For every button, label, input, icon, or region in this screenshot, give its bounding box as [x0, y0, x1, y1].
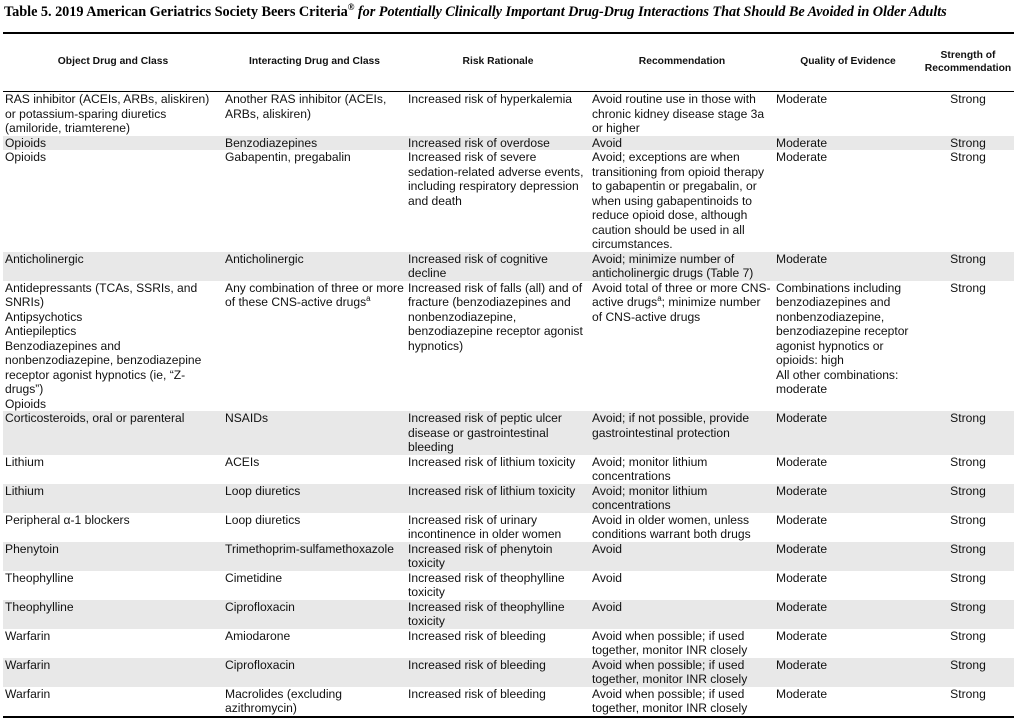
- risk-cell: Increased risk of urinary incontinence in older women: [408, 512, 562, 541]
- object-drug-cell: Warfarin: [5, 628, 51, 643]
- strength-cell: Strong: [950, 570, 986, 585]
- quality-cell: Moderate: [776, 512, 828, 527]
- quality-cell: Moderate: [776, 686, 828, 701]
- object-drug-cell: [3, 281, 223, 412]
- table-row: [3, 513, 1014, 542]
- risk-cell: Increased risk of lithium toxicity: [408, 483, 576, 498]
- table-row: [3, 252, 1014, 281]
- quality-cell: Moderate: [776, 135, 828, 150]
- recommendation-cell: Avoid routine use in those with chronic kidney disease stage 3a or higher: [592, 92, 765, 135]
- object-drug-cell: Phenytoin: [5, 541, 59, 556]
- quality-line: All other combinations: moderate: [776, 367, 899, 396]
- recommendation-cell: Avoid; minimize number of anticholinergic drugs (Table 7): [592, 251, 754, 280]
- caption-prefix: Table 5.: [4, 4, 52, 20]
- table-row: [3, 542, 1014, 571]
- table-row: [3, 484, 1014, 513]
- object-drug-cell: Lithium: [5, 454, 44, 469]
- registered-mark: ®: [347, 2, 355, 13]
- recommendation-cell: Avoid; monitor lithium concentrations: [592, 454, 708, 483]
- footnote-marker: a: [366, 293, 371, 303]
- risk-cell: Increased risk of falls (all) and of fracture (benzodiazepines and nonbenzodiazepine, benzodiazepine receptor agonist hypnotics): [408, 280, 583, 353]
- footnote-marker: a: [657, 293, 662, 303]
- interacting-drug-cell: Amiodarone: [225, 628, 291, 643]
- strength-cell: Strong: [950, 92, 986, 106]
- table-row: [3, 687, 1014, 717]
- recommendation-cell: Avoid: [592, 599, 623, 614]
- strength-cell: Strong: [950, 657, 986, 672]
- beers-criteria-table: [3, 32, 1014, 718]
- strength-cell: Strong: [950, 411, 986, 425]
- recommendation-cell: Avoid when possible; if used together, monitor INR closely: [592, 628, 748, 657]
- caption-title-rest: for Potentially Clinically Important Drug-Drug Interactions That Should Be Avoided in Older Adults: [357, 4, 947, 20]
- interacting-drug-cell: Loop diuretics: [225, 512, 301, 527]
- object-drug-cell: Warfarin: [5, 657, 51, 672]
- table-row: [3, 629, 1014, 658]
- recommendation-cell: Avoid: [592, 135, 623, 150]
- risk-cell: Increased risk of overdose: [408, 135, 550, 150]
- header-quality-of-evidence: Quality of Evidence: [800, 56, 896, 68]
- recommendation-cell: Avoid: [592, 570, 623, 585]
- recommendation-text-rest: ; minimize number of CNS-active drugs: [592, 295, 761, 324]
- interacting-drug-cell: [223, 281, 406, 412]
- quality-cell: Moderate: [776, 483, 828, 498]
- quality-cell: Moderate: [776, 92, 828, 106]
- quality-cell: Moderate: [776, 541, 828, 556]
- quality-cell: Moderate: [776, 570, 828, 585]
- object-drug-line: Antipsychotics: [5, 309, 83, 324]
- object-drug-cell: Corticosteroids, oral or parenteral: [5, 411, 185, 425]
- strength-cell: Strong: [950, 150, 986, 164]
- table-caption: [4, 4, 1014, 21]
- interacting-drug-cell: ACEIs: [225, 454, 260, 469]
- caption-title: 2019 American Geriatrics Society Beers Criteria: [55, 4, 348, 20]
- header-recommendation: Recommendation: [638, 56, 726, 68]
- interacting-drug-cell: Macrolides (excluding azithromycin): [225, 686, 342, 715]
- recommendation-cell: Avoid; monitor lithium concentrations: [592, 483, 708, 512]
- risk-cell: Increased risk of severe sedation-related adverse events, including respiratory depression and death: [408, 150, 584, 208]
- risk-cell: Increased risk of hyperkalemia: [408, 92, 573, 106]
- quality-line: Combinations including benzodiazepines and nonbenzodiazepine, benzodiazepine receptor agonist hypnotics or opioids: high: [776, 280, 909, 367]
- risk-cell: Increased risk of peptic ulcer disease or gastrointestinal bleeding: [408, 411, 562, 454]
- interacting-drug-cell: Cimetidine: [225, 570, 283, 585]
- interacting-drug-cell: NSAIDs: [225, 411, 269, 425]
- object-drug-cell: Warfarin: [5, 686, 51, 701]
- object-drug-cell: Anticholinergic: [5, 251, 84, 266]
- recommendation-cell: Avoid when possible; if used together, monitor INR closely: [592, 686, 748, 715]
- header-interacting-drug: Interacting Drug and Class: [248, 56, 381, 68]
- quality-cell: Moderate: [776, 599, 828, 614]
- strength-cell: Strong: [950, 686, 986, 701]
- strength-cell: Strong: [950, 541, 986, 556]
- risk-cell: Increased risk of bleeding: [408, 628, 546, 643]
- recommendation-cell: Avoid when possible; if used together, monitor INR closely: [592, 657, 748, 686]
- quality-cell: Moderate: [776, 657, 828, 672]
- risk-cell: Increased risk of bleeding: [408, 686, 546, 701]
- strength-cell: Strong: [950, 280, 986, 295]
- table-row: [3, 150, 1014, 252]
- table-row: [3, 92, 1014, 136]
- header-object-drug: Object Drug and Class: [57, 56, 169, 68]
- object-drug-cell: RAS inhibitor (ACEIs, ARBs, aliskiren) or potassium-sparing diuretics (amiloride, triamterene): [5, 92, 210, 135]
- object-drug-line: Antidepressants (TCAs, SSRIs, and SNRIs): [5, 280, 198, 309]
- table-row: [3, 136, 1014, 151]
- quality-cell: Moderate: [776, 628, 828, 643]
- risk-cell: Increased risk of cognitive decline: [408, 251, 548, 280]
- strength-cell: Strong: [950, 483, 986, 498]
- risk-cell: Increased risk of theophylline toxicity: [408, 570, 565, 599]
- interacting-drug-cell: Anticholinergic: [225, 251, 304, 266]
- quality-cell: Moderate: [776, 150, 828, 164]
- recommendation-text: Avoid total of three or more CNS-active drugs: [592, 280, 771, 309]
- recommendation-cell: Avoid; exceptions are when transitioning from opioid therapy to gabapentin or pregabalin, or when using gabapentinoids to reduce opioid dose, although caution should be used in all circumstances.: [592, 150, 765, 251]
- object-drug-cell: Lithium: [5, 483, 44, 498]
- strength-cell: Strong: [950, 512, 986, 527]
- interacting-drug-cell: Benzodiazepines: [225, 135, 318, 150]
- header-strength: Strength of Recommendation: [924, 50, 1012, 74]
- object-drug-cell: Theophylline: [5, 599, 74, 614]
- risk-cell: Increased risk of bleeding: [408, 657, 546, 672]
- table-row: [3, 658, 1014, 687]
- interacting-drug-cell: Loop diuretics: [225, 483, 301, 498]
- interacting-drug-cell: Another RAS inhibitor (ACEIs, ARBs, aliskiren): [225, 92, 387, 121]
- table-row: [3, 455, 1014, 484]
- quality-cell: [774, 281, 922, 412]
- quality-cell: Moderate: [776, 411, 828, 425]
- object-drug-line: Benzodiazepines and nonbenzodiazepine, benzodiazepine receptor agonist hypnotics (ie, “Z-drugs”): [5, 338, 202, 396]
- table-row: [3, 281, 1014, 412]
- interacting-drug-cell: Ciprofloxacin: [225, 599, 295, 614]
- table-row: [3, 571, 1014, 600]
- strength-cell: Strong: [950, 628, 986, 643]
- recommendation-cell: Avoid; if not possible, provide gastrointestinal protection: [592, 411, 750, 440]
- strength-cell: Strong: [950, 135, 986, 150]
- interacting-drug-cell: Gabapentin, pregabalin: [225, 150, 351, 164]
- object-drug-cell: Theophylline: [5, 570, 74, 585]
- interacting-drug-cell: Ciprofloxacin: [225, 657, 295, 672]
- strength-cell: Strong: [950, 599, 986, 614]
- header-row: [3, 33, 1014, 92]
- table-row: [3, 600, 1014, 629]
- quality-cell: Moderate: [776, 251, 828, 266]
- header-risk-rationale: Risk Rationale: [462, 56, 534, 68]
- strength-cell: Strong: [950, 251, 986, 266]
- object-drug-cell: Peripheral α-1 blockers: [5, 512, 130, 527]
- risk-cell: Increased risk of phenytoin toxicity: [408, 541, 553, 570]
- recommendation-cell: Avoid in older women, unless conditions warrant both drugs: [592, 512, 751, 541]
- object-drug-line: Opioids: [5, 396, 47, 411]
- object-drug-line: Antiepileptics: [5, 324, 77, 338]
- table-row: [3, 411, 1014, 455]
- risk-cell: Increased risk of theophylline toxicity: [408, 599, 565, 628]
- interacting-drug-cell: Trimethoprim-sulfamethoxazole: [225, 541, 394, 556]
- object-drug-cell: Opioids: [5, 135, 47, 150]
- quality-cell: Moderate: [776, 454, 828, 469]
- interacting-drug-text: Any combination of three or more of these CNS-active drugs: [225, 280, 404, 309]
- object-drug-cell: Opioids: [5, 150, 47, 164]
- risk-cell: Increased risk of lithium toxicity: [408, 454, 576, 469]
- recommendation-cell: Avoid: [592, 541, 623, 556]
- strength-cell: Strong: [950, 454, 986, 469]
- recommendation-cell: [590, 281, 774, 412]
